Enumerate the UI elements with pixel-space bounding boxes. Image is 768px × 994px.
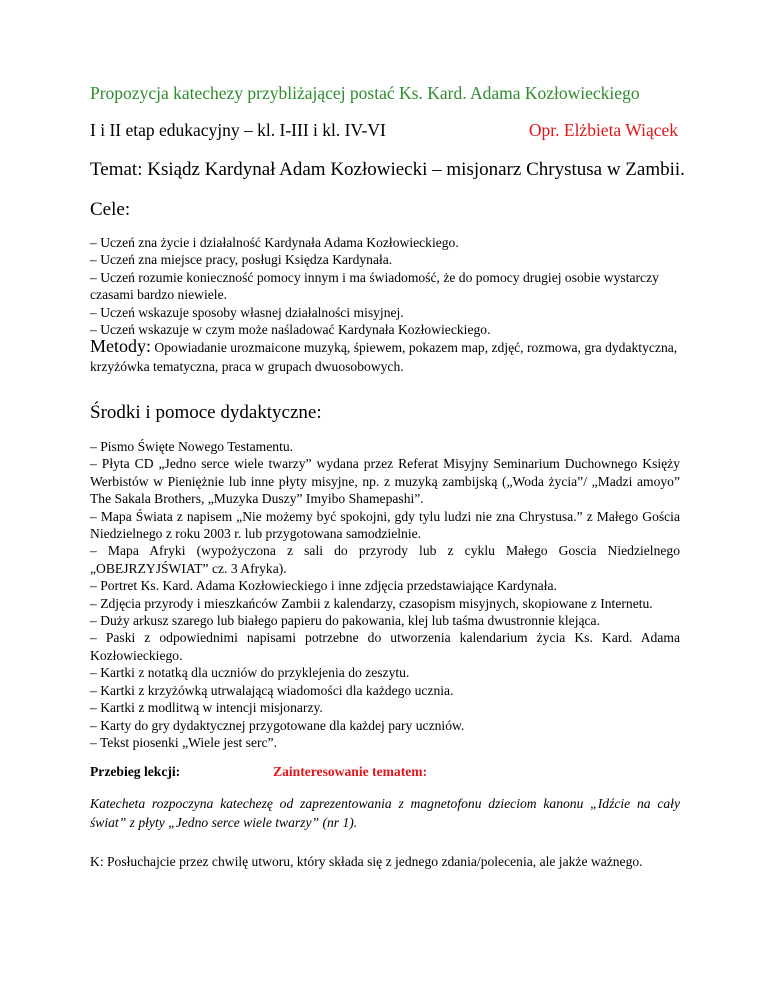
list-item: – Tekst piosenki „Wiele jest serc”. <box>90 734 277 750</box>
methods-label: Metody: <box>90 336 151 356</box>
dialog-paragraph: K: Posłuchajcie przez chwilę utworu, który składa się z jednego zdania/polecenia, ale jakże ważnego. <box>90 854 643 869</box>
list-item: – Uczeń zna miejsce pracy, posługi Księdza Kardynała. <box>90 252 393 268</box>
goals-list <box>90 234 680 338</box>
aids-heading: Środki i pomoce dydaktyczne: <box>90 402 322 423</box>
list-item: – Karty do gry dydaktycznej przygotowane dla każdej pary uczniów. <box>90 717 465 733</box>
list-item: – Zdjęcia przyrody i mieszkańców Zambii z kalendarzy, czasopism misyjnych, skopiowane z Internetu. <box>90 595 653 611</box>
methods-text: Opowiadanie urozmaicone muzyką, śpiewem, pokazem map, zdjęć, rozmowa, gra dydaktyczna, krzyżówka tematyczna, praca w grupach dwuosobowych. <box>90 340 678 374</box>
list-item: – Płyta CD „Jedno serce wiele twarzy” wydana przez Referat Misyjny Seminarium Duchownego Księży Werbistów w Pieniężnie lub inne płyty misyjne, np. z muzyką zambijską („Woda życia”/ „Madzi amoyo” The Sakala Brothers, „Muzyka Duszy” Imyibo Shamepashi”. <box>90 456 680 507</box>
document-title: Propozycja katechezy przybliżającej postać Ks. Kard. Adama Kozłowieckiego <box>90 83 640 103</box>
lesson-label: Przebieg lekcji: <box>90 764 181 779</box>
intro-paragraph: Katecheta rozpoczyna katechezę od zaprezentowania z magnetofonu dzieciom kanonu „Idźcie na cały świat” z płyty „Jedno serce wiele twarzy” (nr 1). <box>90 796 680 830</box>
stage-row <box>90 120 678 141</box>
goals-heading: Cele: <box>90 199 131 220</box>
lesson-row <box>90 764 680 780</box>
list-item: – Portret Ks. Kard. Adama Kozłowieckiego i inne zdjęcia przedstawiające Kardynała. <box>90 578 557 594</box>
list-item: – Kartki z notatką dla uczniów do przyklejenia do zeszytu. <box>90 665 410 681</box>
lesson-stage-label: Zainteresowanie tematem: <box>273 764 428 779</box>
list-item: – Uczeń wskazuje sposoby własnej działalności misyjnej. <box>90 304 404 320</box>
list-item: – Kartki z modlitwą w intencji misjonarzy. <box>90 700 323 716</box>
list-item: – Kartki z krzyżówką utrwalającą wiadomości dla każdego ucznia. <box>90 682 454 698</box>
list-item: – Uczeń zna życie i działalność Kardynała Adama Kozłowieckiego. <box>90 235 459 250</box>
aids-list <box>90 438 680 751</box>
list-item: – Mapa Świata z napisem „Nie możemy być spokojni, gdy tylu ludzi nie zna Chrystusa.” z Małego Gościa Niedzielnego z roku 2003 r. lub przygotowana samodzielnie. <box>90 508 680 542</box>
methods-paragraph <box>90 337 680 376</box>
author: Opr. Elżbieta Wiącek <box>528 120 678 140</box>
list-item: – Pismo Święte Nowego Testamentu. <box>90 439 294 454</box>
education-stage: I i II etap edukacyjny – kl. I-III i kl. IV-VI <box>90 120 386 140</box>
list-item: – Uczeń rozumie konieczność pomocy innym i ma świadomość, że do pomocy drugiej osobie wystarczy czasami bardzo niewiele. <box>90 269 659 303</box>
lesson-topic: Temat: Ksiądz Kardynał Adam Kozłowiecki – misjonarz Chrystusa w Zambii. <box>90 159 685 180</box>
list-item: – Duży arkusz szarego lub białego papieru do pakowania, klej lub taśma dwustronnie klejąca. <box>90 613 600 629</box>
list-item: – Paski z odpowiednimi napisami potrzebne do utworzenia kalendarium życia Ks. Kard. Adama Kozłowieckiego. <box>90 630 680 663</box>
list-item: – Uczeń wskazuje w czym może naśladować Kardynała Kozłowieckiego. <box>90 322 491 338</box>
list-item: – Mapa Afryki (wypożyczona z sali do przyrody lub z cyklu Małego Goscia Niedzielnego „OBEJRZYJŚWIAT” cz. 3 Afryka). <box>90 543 680 576</box>
